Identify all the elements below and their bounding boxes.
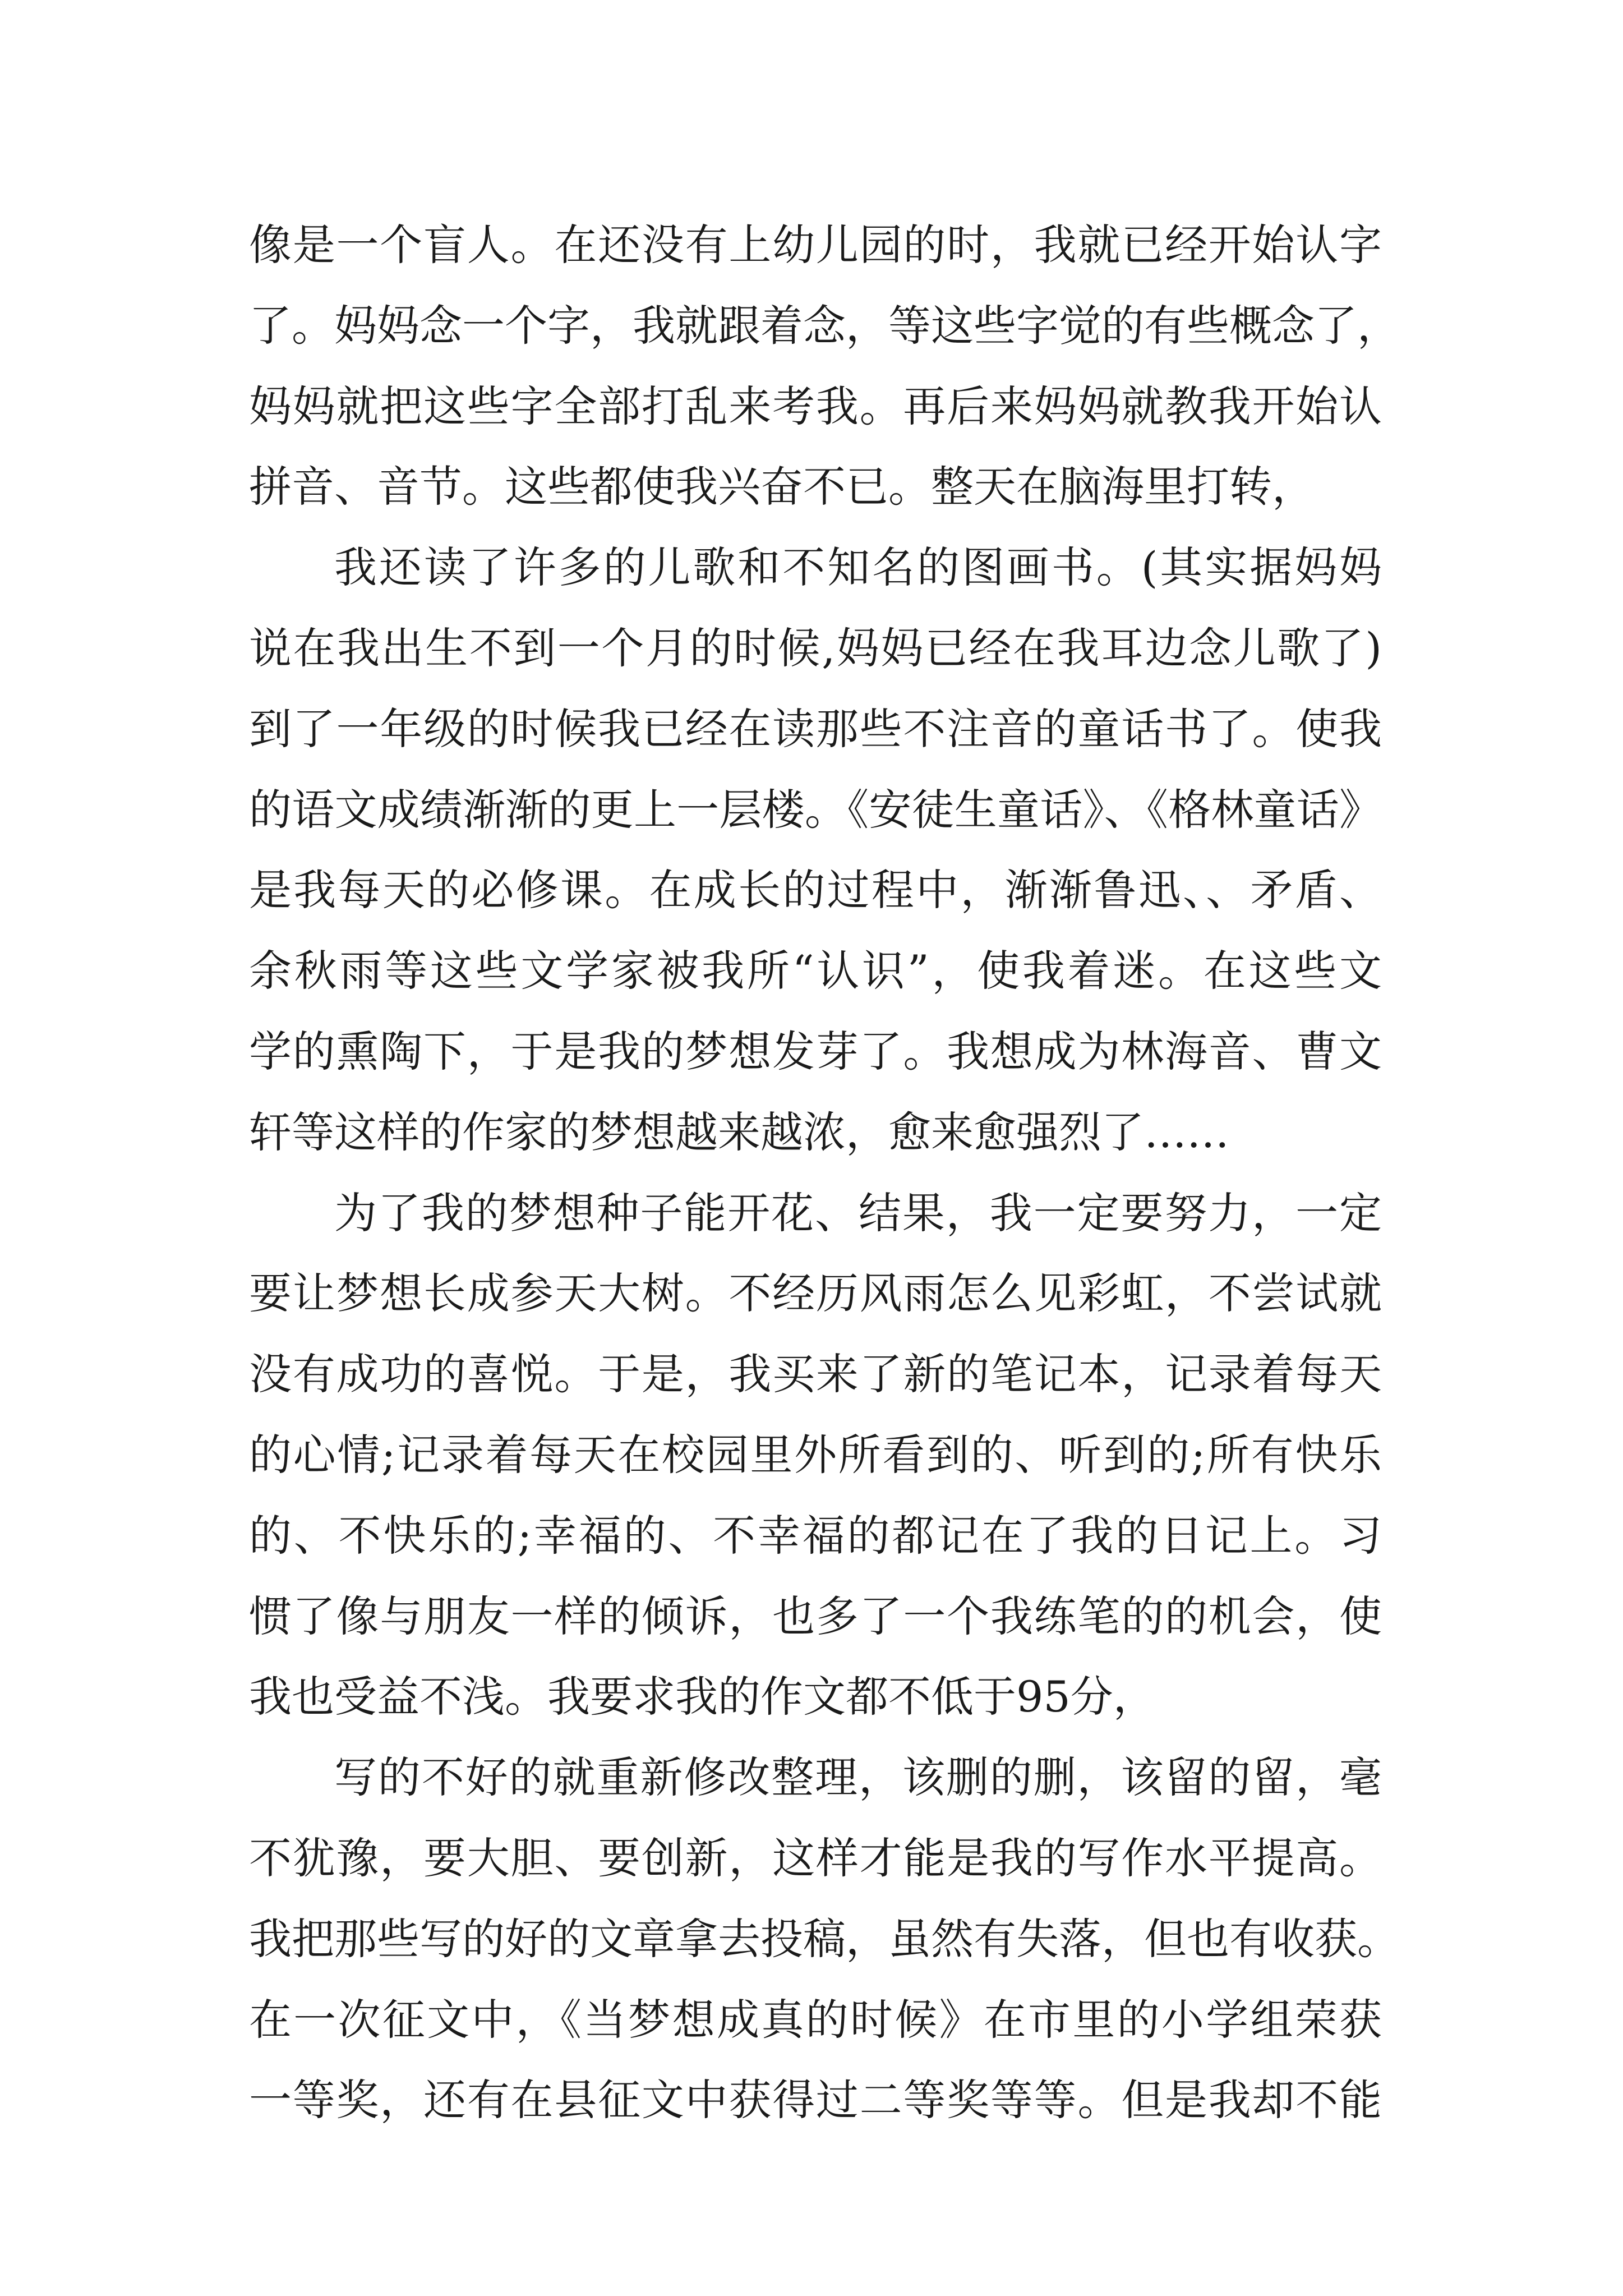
text-line: 说在我出生不到一个月的时候,妈妈已经在我耳边念儿歌了): [249, 623, 1382, 673]
text-line: 不犹豫，要大胆、要创新，这样才能是我的写作水平提高。: [249, 1833, 1382, 1883]
text-line: 惯了像与朋友一样的倾诉，也多了一个我练笔的的机会，使: [249, 1591, 1382, 1641]
text-line: 一等奖，还有在县征文中获得过二等奖等等。但是我却不能: [249, 2075, 1382, 2125]
text-line: 要让梦想长成参天大树。不经历风雨怎么见彩虹，不尝试就: [249, 1268, 1382, 1319]
text-line: 到了一年级的时候我已经在读那些不注音的童话书了。使我: [249, 703, 1382, 754]
text-line: 的语文成绩渐渐的更上一层楼。《安徒生童话》、《格林童话》: [249, 784, 1382, 835]
text-line-first: 为了我的梦想种子能开花、结果，我一定要努力，一定: [334, 1188, 1382, 1238]
body-text: [249, 205, 1400, 2141]
text-line: 余秋雨等这些文学家被我所“认识”，使我着迷。在这些文: [249, 946, 1382, 996]
text-line-last: 轩等这样的作家的梦想越来越浓，愈来愈强烈了……: [249, 1107, 1229, 1157]
text-line: 了。妈妈念一个字，我就跟着念，等这些字觉的有些概念了，: [249, 300, 1400, 351]
text-line: 的心情;记录着每天在校园里外所看到的、听到的;所有快乐: [249, 1429, 1382, 1480]
text-line: 在一次征文中，《当梦想成真的时候》在市里的小学组荣获: [249, 1994, 1382, 2045]
text-line-first: 我还读了许多的儿歌和不知名的图画书。(其实据妈妈: [334, 542, 1382, 593]
text-line-last: 拼音、音节。这些都使我兴奋不已。整天在脑海里打转，: [249, 462, 1315, 512]
text-line: 学的熏陶下，于是我的梦想发芽了。我想成为林海音、曹文: [249, 1026, 1382, 1076]
text-line: 的、不快乐的;幸福的、不幸福的都记在了我的日记上。习: [249, 1510, 1382, 1561]
text-line-first: 写的不好的就重新修改整理，该删的删，该留的留，毫: [334, 1752, 1382, 1803]
text-line: 妈妈就把这些字全部打乱来考我。再后来妈妈就教我开始认: [249, 381, 1382, 431]
text-line-last: 我也受益不浅。我要求我的作文都不低于95分，: [249, 1672, 1156, 1722]
text-line: 我把那些写的好的文章拿去投稿，虽然有失落，但也有收获。: [249, 1913, 1400, 1964]
text-line: 是我每天的必修课。在成长的过程中，渐渐鲁迅、、矛盾、: [249, 865, 1382, 915]
text-line: 像是一个盲人。在还没有上幼儿园的时，我就已经开始认字: [249, 220, 1382, 270]
text-line: 没有成功的喜悦。于是，我买来了新的笔记本，记录着每天: [249, 1349, 1382, 1400]
